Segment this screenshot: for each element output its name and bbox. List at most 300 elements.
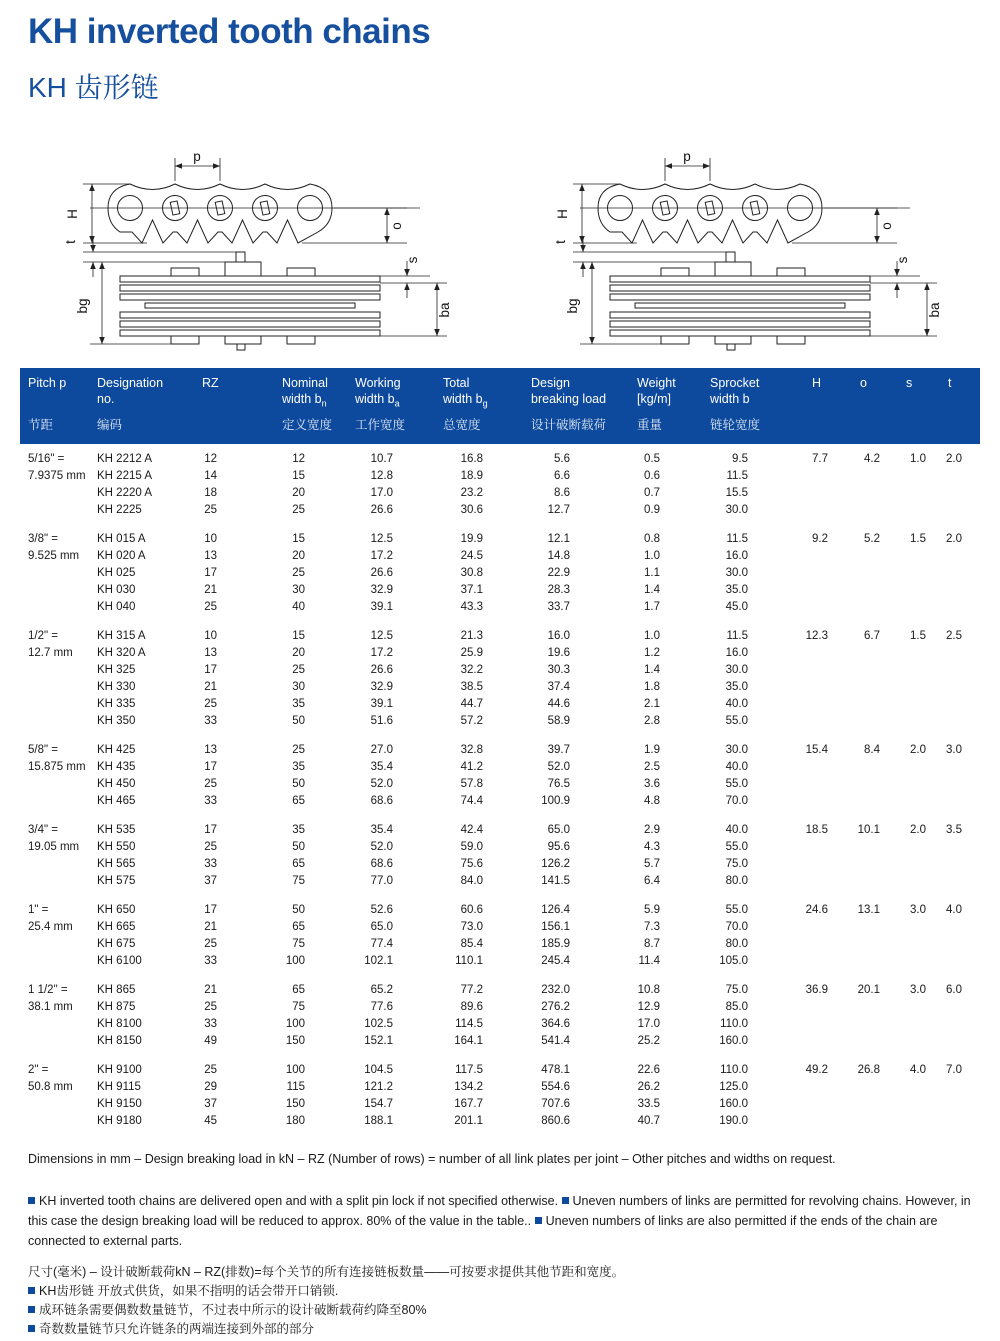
value-cell: 104.5	[364, 1064, 393, 1076]
value-cell: 232.0	[541, 984, 570, 996]
header-label-en	[710, 375, 759, 407]
value-cell: 75.0	[725, 984, 748, 996]
designation-cell: KH 435	[97, 761, 136, 773]
value-cell: 37.4	[547, 681, 570, 693]
value-cell: 32.9	[370, 681, 393, 693]
value-cell: 25	[292, 504, 305, 516]
value-cell: 21	[204, 921, 217, 933]
value-cell: 25	[204, 601, 217, 613]
value-cell: 114.5	[455, 1018, 483, 1030]
value-cell: 117.5	[455, 1064, 483, 1076]
value-cell: 154.7	[364, 1098, 393, 1110]
value-cell: 25.9	[460, 647, 483, 659]
value-cell: 40.0	[725, 698, 748, 710]
value-cell: 1.4	[644, 664, 660, 676]
value-cell: 2.9	[644, 824, 660, 836]
designation-cell: KH 2215 A	[97, 470, 152, 482]
value-cell: 55.0	[725, 778, 748, 790]
value-cell: 12.5	[370, 630, 393, 642]
value-cell: 17	[204, 761, 217, 773]
header-label-line: width b	[355, 392, 395, 406]
table-row	[20, 531, 980, 548]
table-row	[20, 1062, 980, 1079]
value-cell: 39.7	[547, 744, 570, 756]
pitch-line: 3/8" =	[28, 533, 58, 545]
plan-view	[63, 237, 452, 350]
value-cell: 95.6	[547, 841, 570, 853]
designation-cell: KH 425	[97, 744, 136, 756]
value-cell: 115	[286, 1081, 305, 1093]
value-cell: 17.0	[370, 487, 393, 499]
chinese-note-line	[28, 1282, 978, 1301]
value-cell: 40.0	[725, 761, 748, 773]
value-cell: 35.0	[725, 681, 748, 693]
value-cell: 125.0	[719, 1081, 748, 1093]
designation-cell: KH 9180	[97, 1115, 142, 1127]
value-cell: 7.3	[644, 921, 660, 933]
value-cell: 364.6	[541, 1018, 570, 1030]
value-cell: 18.9	[460, 470, 483, 482]
designation-cell: KH 865	[97, 984, 136, 996]
header-label-en	[948, 375, 951, 391]
header-label-line: width b	[443, 392, 483, 406]
value-cell: 1.2	[644, 647, 660, 659]
designation-cell: KH 465	[97, 795, 136, 807]
value-cell: 44.7	[460, 698, 483, 710]
designation-cell: KH 550	[97, 841, 136, 853]
table-row	[20, 822, 980, 839]
value-cell: 121.2	[364, 1081, 393, 1093]
value-cell: 201.1	[454, 1115, 483, 1127]
value-cell: 25	[292, 664, 305, 676]
value-cell: 21	[204, 681, 217, 693]
bullet-square-icon	[28, 1325, 35, 1332]
o-cell: 6.7	[864, 630, 880, 642]
H-cell: 49.2	[805, 1064, 828, 1076]
value-cell: 2.8	[644, 715, 660, 727]
t-cell: 2.0	[946, 453, 962, 465]
pitch-line: 1/2" =	[28, 630, 58, 642]
value-cell: 75.0	[725, 858, 748, 870]
side-view	[555, 149, 910, 243]
value-cell: 30.8	[460, 567, 483, 579]
value-cell: 30.0	[725, 504, 748, 516]
table-row	[20, 628, 980, 645]
dim-label-ba: ba	[927, 302, 942, 318]
value-cell: 15	[292, 533, 305, 545]
value-cell: 110.0	[720, 1018, 748, 1030]
value-cell: 18	[204, 487, 217, 499]
pitch-cell	[20, 628, 97, 730]
pitch-line: 12.7 mm	[28, 647, 73, 659]
o-cell: 26.8	[857, 1064, 880, 1076]
designation-cell: KH 040	[97, 601, 136, 613]
value-cell: 52.0	[547, 761, 570, 773]
bullet-square-icon	[562, 1197, 569, 1204]
value-cell: 10	[204, 533, 217, 545]
designation-cell: KH 025	[97, 567, 136, 579]
value-cell: 12	[292, 453, 305, 465]
value-cell: 20	[292, 487, 305, 499]
value-cell: 35.0	[725, 584, 748, 596]
value-cell: 68.6	[370, 795, 393, 807]
designation-cell: KH 8150	[97, 1035, 142, 1047]
value-cell: 35	[292, 698, 305, 710]
s-cell: 3.0	[910, 904, 926, 916]
value-cell: 1.0	[644, 550, 660, 562]
value-cell: 13	[204, 744, 217, 756]
value-cell: 33	[204, 858, 217, 870]
header-label-line: breaking load	[531, 392, 607, 406]
dim-label-bg: bg	[565, 298, 580, 314]
value-cell: 55.0	[725, 841, 748, 853]
pitch-line: 19.05 mm	[28, 841, 80, 853]
header-label-zh: 重量	[637, 418, 663, 432]
designation-cell: KH 875	[97, 1001, 136, 1013]
header-label-zh: 链轮宽度	[710, 418, 761, 432]
value-cell: 30.6	[460, 504, 483, 516]
value-cell: 65	[292, 795, 305, 807]
value-cell: 35.4	[370, 824, 393, 836]
value-cell: 50	[292, 715, 305, 727]
designation-cell: KH 2212 A	[97, 453, 152, 465]
value-cell: 35	[292, 761, 305, 773]
value-cell: 16.8	[460, 453, 483, 465]
header-label-line: o	[860, 376, 867, 390]
designation-cell: KH 030	[97, 584, 136, 596]
value-cell: 1.9	[644, 744, 660, 756]
designation-cell: KH 020 A	[97, 550, 146, 562]
value-cell: 33	[204, 715, 217, 727]
value-cell: 37	[204, 1098, 217, 1110]
s-cell: 1.0	[910, 453, 926, 465]
value-cell: 21.3	[460, 630, 483, 642]
note-text: KH齿形链 开放式供货，如果不指明的话会带开口销锁.	[39, 1284, 339, 1298]
value-cell: 42.4	[460, 824, 483, 836]
dim-label-p: p	[683, 149, 691, 164]
header-label-en	[282, 375, 328, 407]
value-cell: 16.0	[547, 630, 570, 642]
H-cell: 18.5	[805, 824, 828, 836]
value-cell: 164.1	[454, 1035, 483, 1047]
value-cell: 52.6	[370, 904, 393, 916]
value-cell: 26.6	[370, 567, 393, 579]
value-cell: 37.1	[460, 584, 483, 596]
value-cell: 150	[285, 1098, 305, 1110]
value-cell: 126.2	[541, 858, 570, 870]
value-cell: 22.9	[547, 567, 570, 579]
pitch-cell	[20, 1062, 97, 1130]
value-cell: 30	[292, 681, 305, 693]
value-cell: 85.0	[725, 1001, 748, 1013]
value-cell: 75	[292, 938, 305, 950]
filler-cell	[962, 531, 980, 616]
designation-cell: KH 315 A	[97, 630, 146, 642]
value-cell: 9.5	[732, 453, 748, 465]
filler-cell	[962, 628, 980, 730]
value-cell: 30	[292, 584, 305, 596]
value-cell: 12.9	[637, 1001, 660, 1013]
note-text: Uneven numbers of links are permitted for revolving chains. However, in this case the design breaking load will be reduced to approx. 80% of the value in the table..	[28, 1194, 971, 1228]
value-cell: 33.5	[637, 1098, 660, 1110]
value-cell: 21	[204, 984, 217, 996]
s-cell: 2.0	[910, 824, 926, 836]
value-cell: 8.6	[554, 487, 570, 499]
value-cell: 156.1	[541, 921, 570, 933]
t-cell: 4.0	[946, 904, 962, 916]
value-cell: 77.0	[370, 875, 393, 887]
pitch-cell	[20, 982, 97, 1050]
H-cell: 9.2	[812, 533, 828, 545]
value-cell: 33.7	[547, 601, 570, 613]
value-cell: 17	[204, 824, 217, 836]
value-cell: 45.0	[725, 601, 748, 613]
value-cell: 25	[204, 778, 217, 790]
value-cell: 28.3	[547, 584, 570, 596]
value-cell: 5.6	[554, 453, 570, 465]
value-cell: 10.8	[637, 984, 660, 996]
dim-label-o: o	[879, 222, 894, 230]
designation-cell: KH 015 A	[97, 533, 146, 545]
value-cell: 1.0	[644, 630, 660, 642]
value-cell: 33	[204, 795, 217, 807]
t-cell: 2.0	[946, 533, 962, 545]
value-cell: 12	[204, 453, 217, 465]
chinese-dimensions-note: 尺寸(毫米) – 设计破断载荷kN – RZ(排数)=每个关节的所有连接链板数量——可按要求提供其他节距和宽度。	[28, 1265, 625, 1279]
group-spacer	[20, 519, 980, 531]
value-cell: 57.2	[460, 715, 483, 727]
note-text: KH inverted tooth chains are delivered open and with a split pin lock if not specified otherwise.	[39, 1194, 559, 1208]
s-cell: 2.0	[910, 744, 926, 756]
chain-diagram-standard	[35, 148, 475, 365]
bullet-square-icon	[535, 1217, 542, 1224]
header-label-zh: 定义宽度	[282, 418, 333, 432]
value-cell: 17.2	[370, 647, 393, 659]
value-cell: 21	[204, 584, 217, 596]
value-cell: 11.5	[726, 533, 748, 545]
dim-label-o: o	[389, 222, 404, 230]
value-cell: 1.1	[644, 567, 660, 579]
s-cell: 4.0	[910, 1064, 926, 1076]
designation-cell: KH 2225	[97, 504, 142, 516]
value-cell: 180	[285, 1115, 305, 1127]
header-label-en	[202, 375, 219, 391]
value-cell: 0.5	[644, 453, 660, 465]
value-cell: 6.4	[644, 875, 660, 887]
chain-data-table	[20, 451, 980, 1130]
dim-label-s: s	[895, 256, 910, 264]
note-text: 奇数数量链节只允许链条的两端连接到外部的部分	[39, 1322, 315, 1336]
group-spacer	[20, 730, 980, 742]
value-cell: 41.2	[460, 761, 483, 773]
header-label-en	[860, 375, 867, 391]
value-cell: 5.9	[644, 904, 660, 916]
value-cell: 22.6	[637, 1064, 660, 1076]
value-cell: 1.8	[644, 681, 660, 693]
value-cell: 68.6	[370, 858, 393, 870]
pitch-line: 25.4 mm	[28, 921, 73, 933]
value-cell: 76.5	[547, 778, 570, 790]
value-cell: 554.6	[541, 1081, 570, 1093]
value-cell: 102.1	[364, 955, 393, 967]
header-label-en	[531, 375, 606, 407]
value-cell: 276.2	[541, 1001, 570, 1013]
H-cell: 24.6	[805, 904, 828, 916]
value-cell: 57.8	[460, 778, 483, 790]
value-cell: 77.2	[460, 984, 483, 996]
value-cell: 39.1	[370, 601, 393, 613]
value-cell: 860.6	[541, 1115, 570, 1127]
header-label-en	[906, 375, 912, 391]
value-cell: 33	[204, 1018, 217, 1030]
value-cell: 14.8	[547, 550, 570, 562]
pitch-line: 3/4" =	[28, 824, 58, 836]
value-cell: 89.6	[460, 1001, 483, 1013]
value-cell: 84.0	[460, 875, 483, 887]
value-cell: 152.1	[364, 1035, 393, 1047]
value-cell: 110.0	[720, 1064, 748, 1076]
value-cell: 1.4	[644, 584, 660, 596]
value-cell: 77.4	[370, 938, 393, 950]
value-cell: 80.0	[725, 938, 748, 950]
header-label-line: width b	[282, 392, 322, 406]
table-row	[20, 742, 980, 759]
chinese-notes	[28, 1263, 978, 1339]
t-cell: 2.5	[946, 630, 962, 642]
value-cell: 50	[292, 841, 305, 853]
value-cell: 185.9	[541, 938, 570, 950]
o-cell: 8.4	[864, 744, 880, 756]
designation-cell: KH 650	[97, 904, 136, 916]
value-cell: 12.1	[547, 533, 570, 545]
value-cell: 105.0	[719, 955, 748, 967]
value-cell: 65	[292, 858, 305, 870]
value-cell: 50	[292, 778, 305, 790]
o-cell: 10.1	[857, 824, 880, 836]
header-label-subscript: n	[321, 398, 327, 409]
header-label-line: Working	[355, 376, 401, 390]
pitch-line: 1" =	[28, 904, 49, 916]
designation-cell: KH 9115	[97, 1081, 141, 1093]
designation-cell: KH 575	[97, 875, 136, 887]
value-cell: 110.1	[455, 955, 483, 967]
header-label-zh: 总宽度	[443, 418, 481, 432]
header-label-en	[97, 375, 163, 407]
value-cell: 40.7	[637, 1115, 660, 1127]
dim-label-bg: bg	[75, 298, 90, 314]
value-cell: 11.5	[726, 630, 748, 642]
value-cell: 43.3	[460, 601, 483, 613]
value-cell: 8.7	[644, 938, 660, 950]
H-cell: 7.7	[812, 453, 828, 465]
value-cell: 25.2	[637, 1035, 660, 1047]
value-cell: 35.4	[370, 761, 393, 773]
pitch-line: 5/16" =	[28, 453, 65, 465]
note-text: 成环链条需要偶数数量链节，不过表中所示的设计破断载荷约降至80%	[39, 1303, 427, 1317]
H-cell: 12.3	[805, 630, 828, 642]
value-cell: 38.5	[460, 681, 483, 693]
dim-label-ba: ba	[437, 302, 452, 318]
value-cell: 73.0	[460, 921, 483, 933]
value-cell: 14	[204, 470, 217, 482]
value-cell: 39.1	[370, 698, 393, 710]
header-label-subscript: g	[482, 398, 488, 409]
value-cell: 32.8	[460, 744, 483, 756]
value-cell: 65	[292, 921, 305, 933]
value-cell: 65.2	[370, 984, 393, 996]
value-cell: 100	[285, 1018, 305, 1030]
value-cell: 25	[292, 567, 305, 579]
dim-label-H: H	[65, 209, 80, 219]
value-cell: 188.1	[364, 1115, 393, 1127]
value-cell: 25	[204, 698, 217, 710]
value-cell: 141.5	[541, 875, 570, 887]
value-cell: 3.6	[644, 778, 660, 790]
header-label-line: [kg/m]	[637, 392, 672, 406]
value-cell: 4.8	[644, 795, 660, 807]
header-label-line: Total	[443, 376, 470, 390]
value-cell: 2.1	[644, 698, 660, 710]
designation-cell: KH 9150	[97, 1098, 142, 1110]
value-cell: 0.6	[644, 470, 660, 482]
o-cell: 4.2	[864, 453, 880, 465]
chinese-note-line	[28, 1301, 978, 1320]
bullet-square-icon	[28, 1287, 35, 1294]
s-cell: 3.0	[910, 984, 926, 996]
header-label-zh: 编码	[97, 418, 123, 432]
value-cell: 0.8	[644, 533, 660, 545]
value-cell: 25	[204, 504, 217, 516]
value-cell: 30.3	[547, 664, 570, 676]
value-cell: 707.6	[541, 1098, 570, 1110]
value-cell: 30.0	[725, 664, 748, 676]
filler-cell	[962, 982, 980, 1050]
pitch-line: 50.8 mm	[28, 1081, 73, 1093]
value-cell: 25	[204, 841, 217, 853]
value-cell: 15	[292, 470, 305, 482]
o-cell: 20.1	[857, 984, 880, 996]
header-label-line: Design	[531, 376, 570, 390]
value-cell: 20	[292, 550, 305, 562]
header-label-line: Designation	[97, 376, 164, 390]
value-cell: 40.0	[725, 824, 748, 836]
header-label-line: s	[906, 376, 913, 390]
header-label-en	[637, 375, 676, 407]
value-cell: 541.4	[541, 1035, 570, 1047]
value-cell: 11.4	[638, 955, 660, 967]
page-title: KH inverted tooth chains	[28, 12, 431, 51]
value-cell: 70.0	[725, 795, 748, 807]
dim-label-t: t	[553, 240, 568, 244]
value-cell: 17	[204, 567, 217, 579]
pitch-cell	[20, 742, 97, 810]
header-label-zh: 节距	[28, 418, 54, 432]
value-cell: 32.2	[460, 664, 483, 676]
header-label-en	[28, 375, 66, 391]
dim-label-H: H	[555, 209, 570, 219]
dim-label-s: s	[405, 256, 420, 264]
value-cell: 33	[204, 955, 217, 967]
value-cell: 17.0	[637, 1018, 660, 1030]
designation-cell: KH 450	[97, 778, 136, 790]
value-cell: 0.7	[644, 487, 660, 499]
t-cell: 3.0	[946, 744, 962, 756]
value-cell: 160.0	[719, 1035, 748, 1047]
value-cell: 17	[204, 664, 217, 676]
table-header	[20, 368, 980, 444]
table-body	[20, 451, 980, 1130]
filler-cell	[962, 742, 980, 810]
